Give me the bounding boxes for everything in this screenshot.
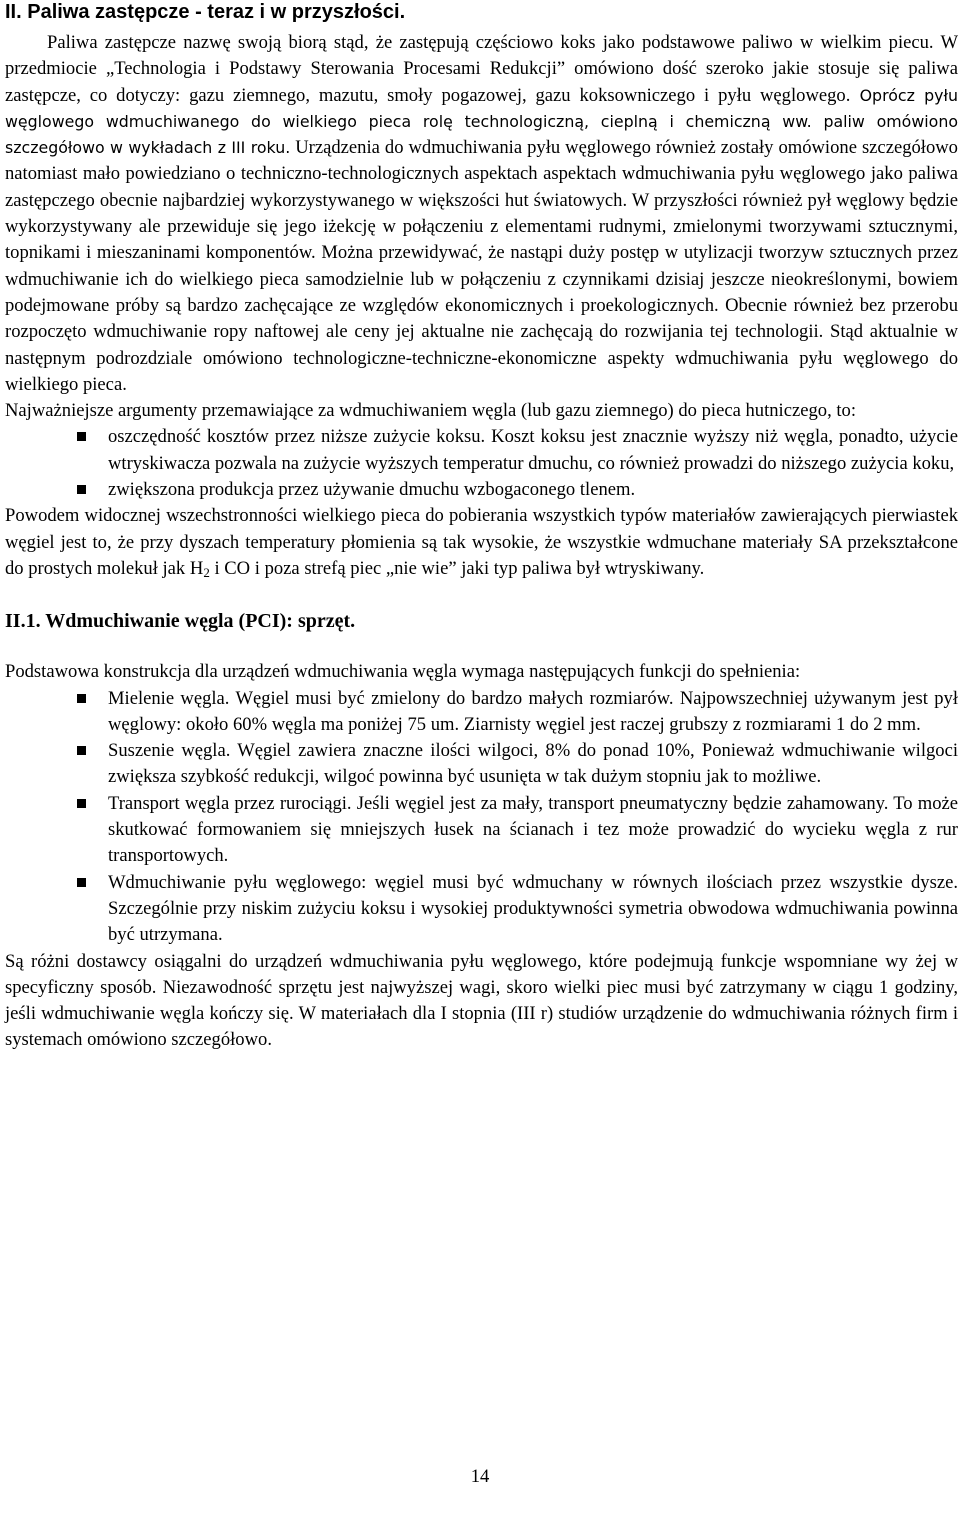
square-bullet-icon xyxy=(77,878,86,887)
intro-part-1: Paliwa zastępcze nazwę swoją biorą stąd, że zastępują częściowo koks jako podstawowe paliwo w wielkim piecu. W przedmiocie „Technologia i Podstawy Sterowania Procesami Redukcji” omówiono dość szeroko jakie stosuje się paliwa zastępcze, co dotyczy: gazu ziemnego, mazutu, smoły pogazowej, gazu koksowniczego i pyłu węglowego. xyxy=(5,32,958,106)
intro-part-2: Oprócz pyłu węglowego wdmuchiwanego do wielkiego pieca rolę technologiczną, cieplną i chemiczną ww. paliw omówiono szczegółowo w wykładach z III roku. xyxy=(5,85,959,158)
intro-paragraph xyxy=(5,30,958,398)
square-bullet-icon xyxy=(77,485,86,494)
page-number: 14 xyxy=(470,1466,490,1487)
subscript: 2 xyxy=(203,564,210,580)
square-bullet-icon xyxy=(77,432,86,441)
equipment-intro: Podstawowa konstrukcja dla urządzeń wdmuchiwania węgla wymaga następujących funkcji do spełnienia: xyxy=(5,661,801,683)
square-bullet-icon xyxy=(77,694,86,703)
subsection-heading: II.1. Wdmuchiwanie węgla (PCI): sprzęt. xyxy=(5,610,356,633)
list-item: Mielenie węgla. Węgiel musi być zmielony do bardzo małych rozmiarów. Najpowszechniej używanym jest pył węglowy: około 60% węgla ma poniżej 75 um. Ziarnisty węgiel jest raczej grubszy z rozmiarami 1 do 2 mm. xyxy=(5,686,958,739)
equipment-list xyxy=(5,686,958,949)
versatility-paragraph: Powodem widocznej wszechstronności wielkiego pieca do pobierania wszystkich typów materiałów zawierających pierwiastek węgiel jest to, że przy dyszach temperatury płomienia są tak wysokie, że wszystkie wdmuchane materiały SA przekształcone do prostych molekuł jak $H_2$ i CO i poza strefą piec „nie wie” jaki typ paliwa był wtryskiwany. xyxy=(5,505,958,580)
arguments-list xyxy=(5,424,958,503)
document-page xyxy=(5,0,958,1054)
square-bullet-icon xyxy=(77,746,86,755)
list-item: Wdmuchiwanie pyłu węglowego: węgiel musi być wdmuchany w równych ilościach przez wszystkie dysze. Szczególnie przy niskim zużyciu koksu i wysokiej produktywności symetria obwodowa wdmuchiwania powinna być utrzymana. xyxy=(5,870,958,949)
arguments-intro: Najważniejsze argumenty przemawiające za wdmuchiwaniem węgla (lub gazu ziemnego) do pieca hutniczego, to: xyxy=(5,400,856,422)
section-heading: II. Paliwa zastępcze - teraz i w przyszłości. xyxy=(5,1,406,23)
list-item: zwiększona produkcja przez używanie dmuchu wzbogaconego tlenem. xyxy=(5,477,958,503)
list-item: Suszenie węgla. Węgiel zawiera znaczne ilości wilgoci, 8% do ponad 10%, Ponieważ wdmuchiwanie wilgoci zwiększa szybkość redukcji, wilgoć powinna być usunięta w tak dużym stopniu jak to możliwe. xyxy=(5,738,958,791)
square-bullet-icon xyxy=(77,799,86,808)
intro-part-3: Urządzenia do wdmuchiwania pyłu węglowego również zostały omówione szczegółowo natomiast mało powiedziano o techniczno-technologicznych aspektach aspektach wdmuchiwania pyłu węglowego jako paliwa zastępczego obecnie najbardziej wykorzystywanego w większości hut światowych. W przyszłości również pył węglowy będzie wykorzystywany ale przewiduje się jego iżekcję w połączeniu z elementami rudnymi, zmielonymi tworzywami sztucznymi, topnikami i mieszaninami komponentów. Można przewidywać, że nastąpi duży postęp w utylizacji tworzyw sztucznych przez wdmuchiwanie ich do wielkiego pieca samodzielnie lub w połączeniu z czynnikami dzisiaj jeszcze nieokreślonymi, bowiem podejmowane próby są bardzo zachęcające ze względów ekonomicznych i proekologicznych. Obecnie również bez przerobu rozpoczęto wdmuchiwanie ropy naftowej ale ceny jej aktualne nie zachęcają do rozwijania tej technologii. Stąd aktualnie w następnym podrozdziale omówiono technologiczne-techniczne-ekonomiczne aspekty wdmuchiwania pyłu węglowego do wielkiego pieca. xyxy=(5,137,958,395)
list-item: Transport węgla przez rurociągi. Jeśli węgiel jest za mały, transport pneumatyczny będzie zahamowany. To może skutkować formowaniem się mniejszych łusek na ścianach i tez może prowadzić do wycieku węgla z rur transportowych. xyxy=(5,791,958,870)
closing-paragraph: Są różni dostawcy osiągalni do urządzeń wdmuchiwania pyłu węglowego, które podejmują funkcje wspomniane wy żej w specyficzny sposób. Niezawodność sprzętu jest najwyższej wagi, skoro wielki piec musi być zatrzymany w ciągu 1 godziny, jeśli wdmuchiwanie węgla kończy się. W materiałach dla I stopnia (III r) studiów urządzenie do wdmuchiwania różnych firm i systemach omówiono szczegółowo. xyxy=(5,950,958,1051)
list-item: oszczędność kosztów przez niższe zużycie koksu. Koszt koksu jest znacznie wyższy niż węgla, ponadto, użycie wtryskiwacza pozwala na zużycie wyższych temperatur dmuchu, co również prowadzi do niższego zużycia koku, xyxy=(5,424,958,477)
